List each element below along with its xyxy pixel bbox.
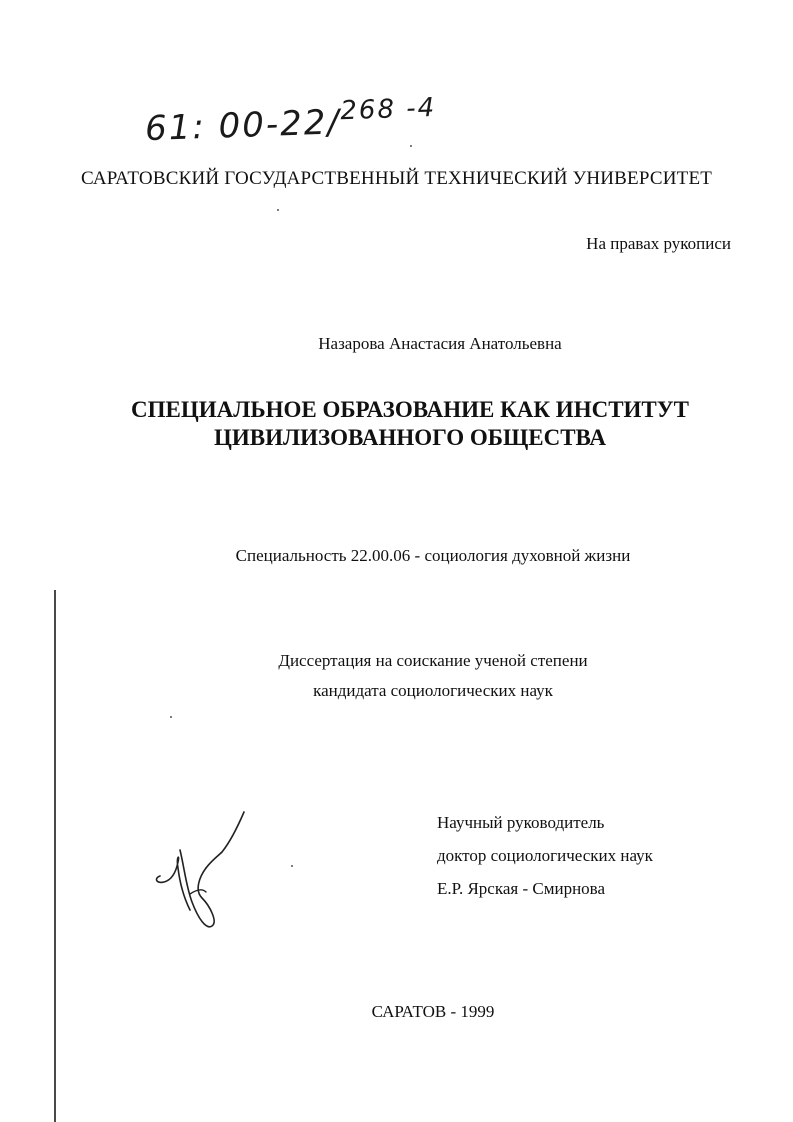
degree-statement — [0, 646, 793, 706]
university-name: САРАТОВСКИЙ ГОСУДАРСТВЕННЫЙ ТЕХНИЧЕСКИЙ УНИВЕРСИТЕТ — [80, 168, 713, 189]
author-name: Назарова Анастасия Анатольевна — [318, 334, 562, 353]
signature-mark — [150, 806, 260, 936]
degree-line-2: кандидата социологических наук — [313, 681, 553, 700]
archive-code-main: 61: 00-22/ — [144, 102, 342, 150]
scan-speck — [277, 209, 279, 211]
supervisor-role: Научный руководитель — [437, 813, 605, 832]
supervisor-name: Е.Р. Ярская - Смирнова — [437, 879, 606, 898]
archive-code-sup: 268 -4 — [339, 92, 437, 127]
scan-speck — [410, 145, 412, 147]
supervisor-block — [437, 806, 653, 905]
city-year: САРАТОВ - 1999 — [371, 1002, 495, 1021]
specialty-line: Специальность 22.00.06 - социология духовной жизни — [235, 546, 631, 565]
dissertation-title — [0, 396, 793, 452]
supervisor-rank: доктор социологических наук — [437, 846, 653, 865]
rights-note: На правах рукописи — [586, 234, 731, 253]
archive-code-handwritten — [144, 92, 437, 150]
scan-speck — [291, 865, 293, 867]
degree-line-1: Диссертация на соискание ученой степени — [278, 651, 588, 670]
scan-speck — [170, 716, 172, 718]
title-line-2: ЦИВИЛИЗОВАННОГО ОБЩЕСТВА — [213, 425, 607, 450]
title-line-1: СПЕЦИАЛЬНОЕ ОБРАЗОВАНИЕ КАК ИНСТИТУТ — [131, 397, 689, 422]
